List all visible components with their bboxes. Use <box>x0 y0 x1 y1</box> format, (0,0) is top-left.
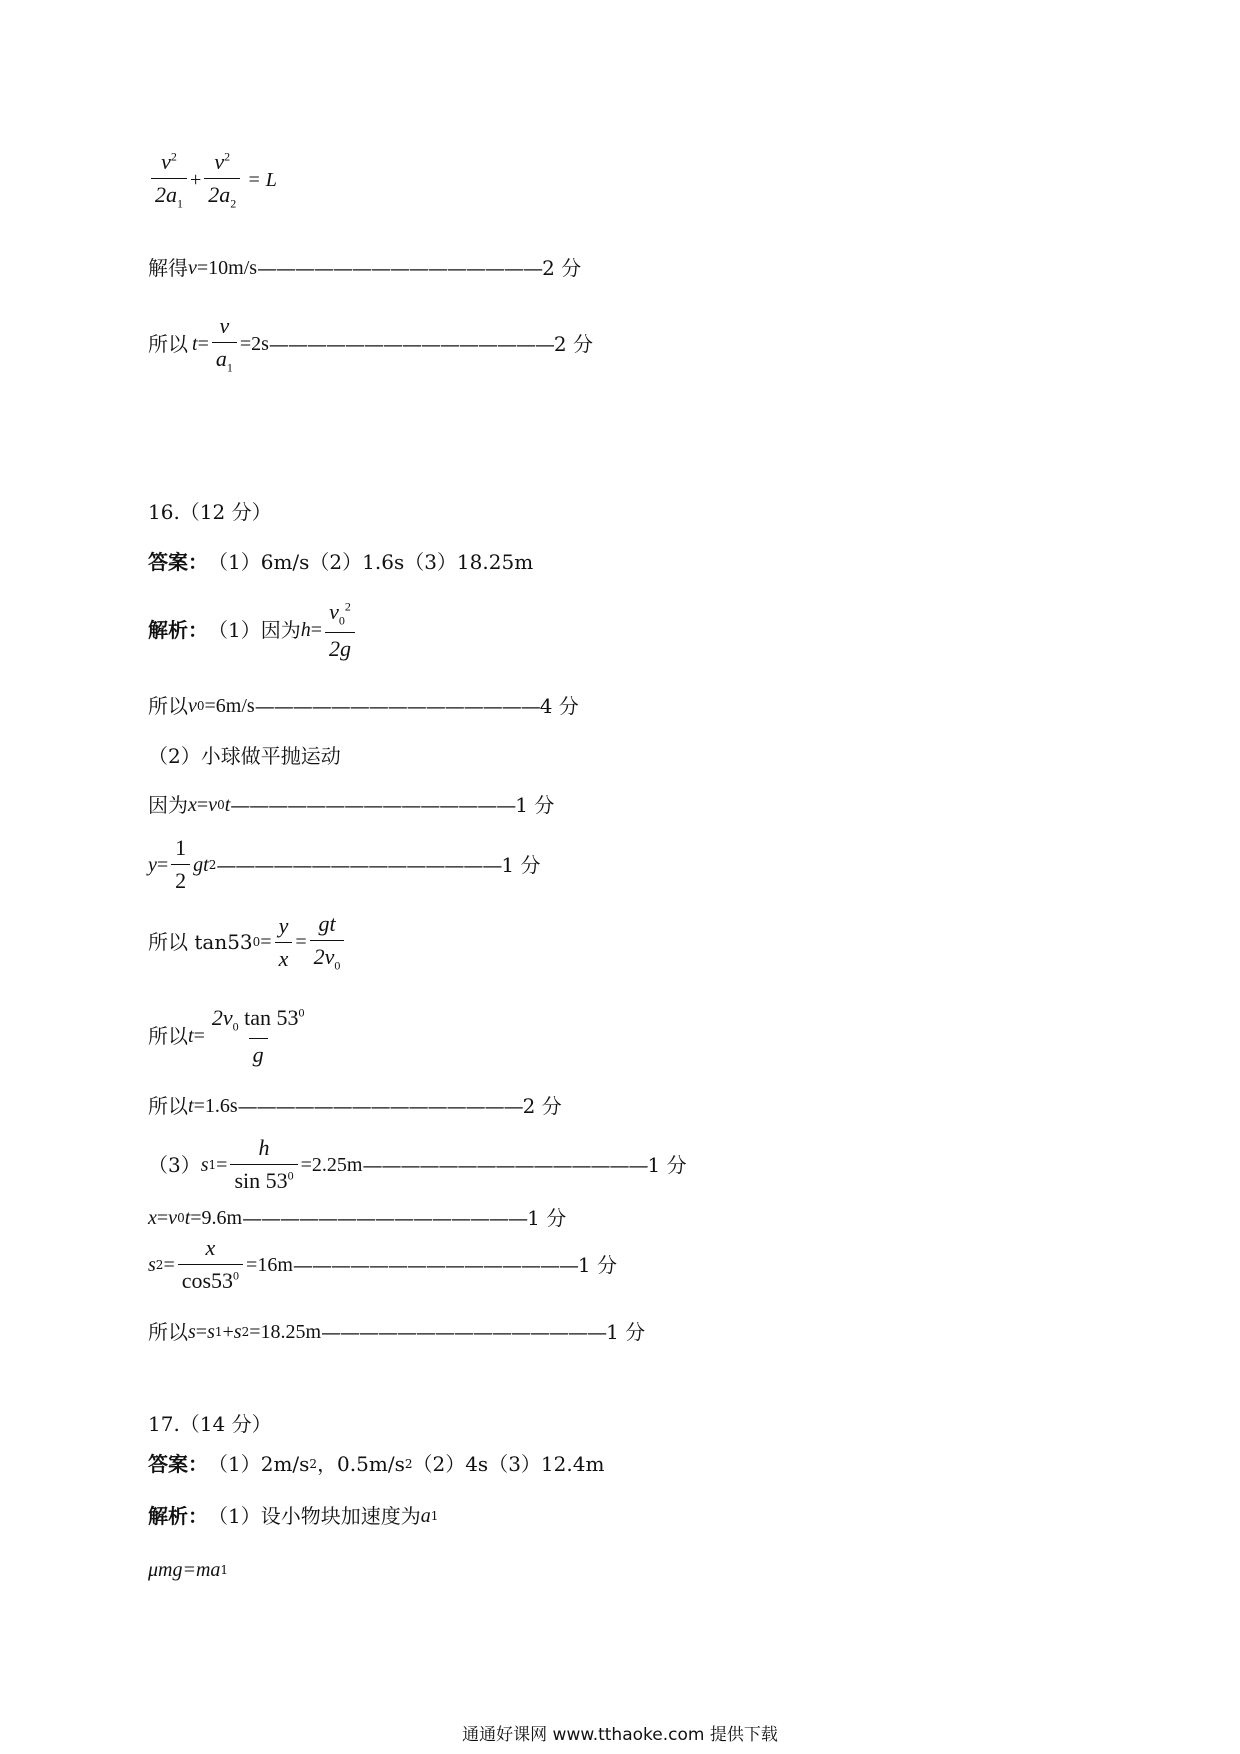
q16-part2: （2）小球做平抛运动 <box>148 744 341 768</box>
q16-tan-line: 所以 tan53 0 = $\frac{y}{x}$ = $\frac{gt}{2v_0}$ <box>148 912 347 973</box>
q16-analysis-1: 解析： （1）因为 h = $\frac{v_0^2}{2g}$ <box>148 600 358 661</box>
q16-t-formula: 所以 t = $\frac{2v_0 \tan 53^0}{g}$ <box>148 1006 312 1067</box>
q16-x2-line: x = v 0 t =9.6m ——————————————— 1 分 <box>148 1206 567 1230</box>
fraction-h-over-sin53: $\frac{h}{\sin 53^0}$ <box>230 1136 297 1193</box>
fraction-left: $\frac{v^2}{2a_1}$ <box>151 150 187 211</box>
q16-s1-line: （3） s 1 = $\frac{h}{\sin 53^0}$ =2.25m ——————————————— 1 分 <box>148 1135 687 1194</box>
q17-mu-equation: μmg=ma 1 <box>148 1559 229 1581</box>
q16-answer: 答案： （1）6m/s（2）1.6s（3）18.25m <box>148 550 534 574</box>
solve-v-line: 解得 v =10m/s ——————————————— 2 分 <box>148 256 582 280</box>
q17-answer: 答案： （1）2m/s 2 ，0.5m/s 2 （2）4s（3）12.4m <box>148 1452 605 1476</box>
q17-header: 17.（14 分） <box>148 1412 272 1436</box>
fraction-half: $\frac{1}{2}$ <box>171 836 190 893</box>
q16-y-line: y = $\frac{1}{2}$ gt 2 ——————————————— 1 分 <box>148 835 541 894</box>
q17-analysis: 解析： （1）设小物块加速度为 a 1 <box>148 1504 439 1528</box>
q16-t-value: 所以 t =1.6s ——————————————— 2 分 <box>148 1094 562 1118</box>
q16-x-line: 因为 x = v 0 t ——————————————— 1 分 <box>148 793 555 817</box>
q16-s2-line: s 2 = $\frac{x}{\cos 53^0}$ =16m ——————————————— 1 分 <box>148 1235 617 1294</box>
fraction-x-over-cos53: $\frac{x}{\cos 53^0}$ <box>178 1236 243 1293</box>
fraction-t-expression: $\frac{2v_0 \tan 53^0}{g}$ <box>211 1005 305 1067</box>
fraction-right: $\frac{v^2}{2a_2}$ <box>204 150 240 211</box>
equation-sum-L: $\frac{v^2}{2a_1}$ + $\frac{v^2}{2a_2}$ = L <box>148 150 277 211</box>
fraction-v-over-a1: $\frac{v}{a_1}$ <box>212 314 237 375</box>
fraction-y-over-x: $\frac{y}{x}$ <box>275 914 293 971</box>
solve-t-line: 所以 t = $\frac{v}{a_1}$ =2s ——————————————— 2 分 <box>148 313 593 375</box>
fraction-gt-over-2v0: $\frac{gt}{2v_0}$ <box>310 912 345 973</box>
page-footer: 通通好课网 www.tthaoke.com 提供下载 <box>462 1725 778 1745</box>
q16-v0-line: 所以 v 0 =6m/s ——————————————— 4 分 <box>148 694 579 718</box>
fraction-v0sq-over-2g: $\frac{v_0^2}{2g}$ <box>325 600 355 661</box>
q16-s-total: 所以 s = s 1 + s 2 =18.25m ——————————————— 1 分 <box>148 1320 646 1344</box>
q16-header: 16.（12 分） <box>148 500 272 524</box>
